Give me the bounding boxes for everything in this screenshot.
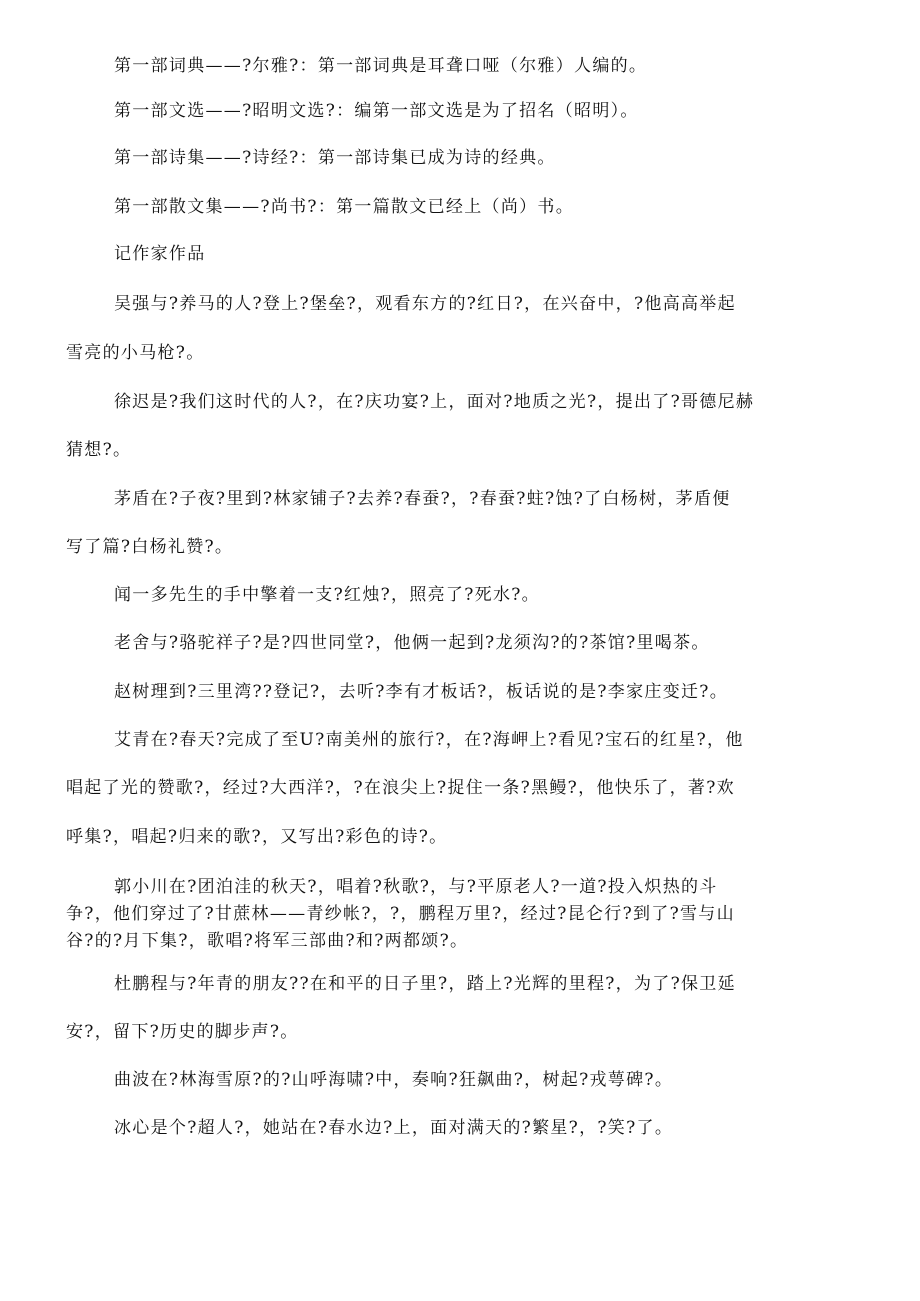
text-line: 唱起了光的赞歌?，经过?大西洋?，?在浪尖上?捉住一条?黑鳗?，他快乐了，著?欢 <box>66 778 735 798</box>
text-line: 吴强与?养马的人?登上?堡垒?，观看东方的?红日?，在兴奋中，?他高高举起 <box>114 294 736 314</box>
section-heading: 记作家作品 <box>114 244 206 264</box>
text-line: 第一部词典——?尔雅?：第一部词典是耳聋口哑（尔雅）人编的。 <box>114 56 648 76</box>
text-line: 第一部诗集——?诗经?：第一部诗集已成为诗的经典。 <box>114 148 556 168</box>
text-line: 冰心是个?超人?，她站在?春水边?上，面对满天的?繁星?，?笑?了。 <box>114 1118 674 1138</box>
text-line: 呼集?，唱起?归来的歌?，又写出?彩色的诗?。 <box>66 827 448 847</box>
text-line: 曲波在?林海雪原?的?山呼海啸?中，奏响?狂飙曲?，树起?戎萼碑?。 <box>114 1070 674 1090</box>
text-line: 茅盾在?子夜?里到?林家铺子?去养?春蚕?，?春蚕?蛀?蚀?了白杨树，茅盾便 <box>114 489 731 509</box>
text-line: 安?，留下?历史的脚步声?。 <box>66 1022 299 1042</box>
text-line: 雪亮的小马枪?。 <box>66 343 205 363</box>
text-line: 谷?的?月下集?，歌唱?将军三部曲?和?两都颂?。 <box>66 931 469 951</box>
text-line: 杜鹏程与?年青的朋友??在和平的日子里?，踏上?光辉的里程?，为了?保卫延 <box>114 974 736 994</box>
text-line: 猜想?。 <box>66 440 132 460</box>
text-line: 争?，他们穿过了?甘蔗林——青纱帐?，?，鹏程万里?，经过?昆仑行?到了?雪与山 <box>66 904 735 924</box>
text-line: 赵树理到?三里湾??登记?，去听?李有才板话?，板话说的是?李家庄变迁?。 <box>114 682 729 702</box>
text-line: 第一部文选——?昭明文选?：编第一部文选是为了招名（昭明）。 <box>114 101 639 121</box>
text-line: 第一部散文集——?尚书?：第一篇散文已经上（尚）书。 <box>114 197 575 217</box>
text-line: 徐迟是?我们这时代的人?，在?庆功宴?上，面对?地质之光?，提出了?哥德尼赫 <box>114 392 755 412</box>
text-line: 老舍与?骆驼祥子?是?四世同堂?，他俩一起到?龙须沟?的?茶馆?里喝茶。 <box>114 633 710 653</box>
text-line: 郭小川在?团泊洼的秋天?，唱着?秋歌?，与?平原老人?一道?投入炽热的斗 <box>114 877 718 897</box>
text-line: 写了篇?白杨礼赞?。 <box>66 537 234 557</box>
text-line: 艾青在?春天?完成了至U?南美州的旅行?，在?海岬上?看见?宝石的红星?，他 <box>114 730 744 750</box>
text-line: 闻一多先生的手中擎着一支?红烛?，照亮了?死水?。 <box>114 585 540 605</box>
